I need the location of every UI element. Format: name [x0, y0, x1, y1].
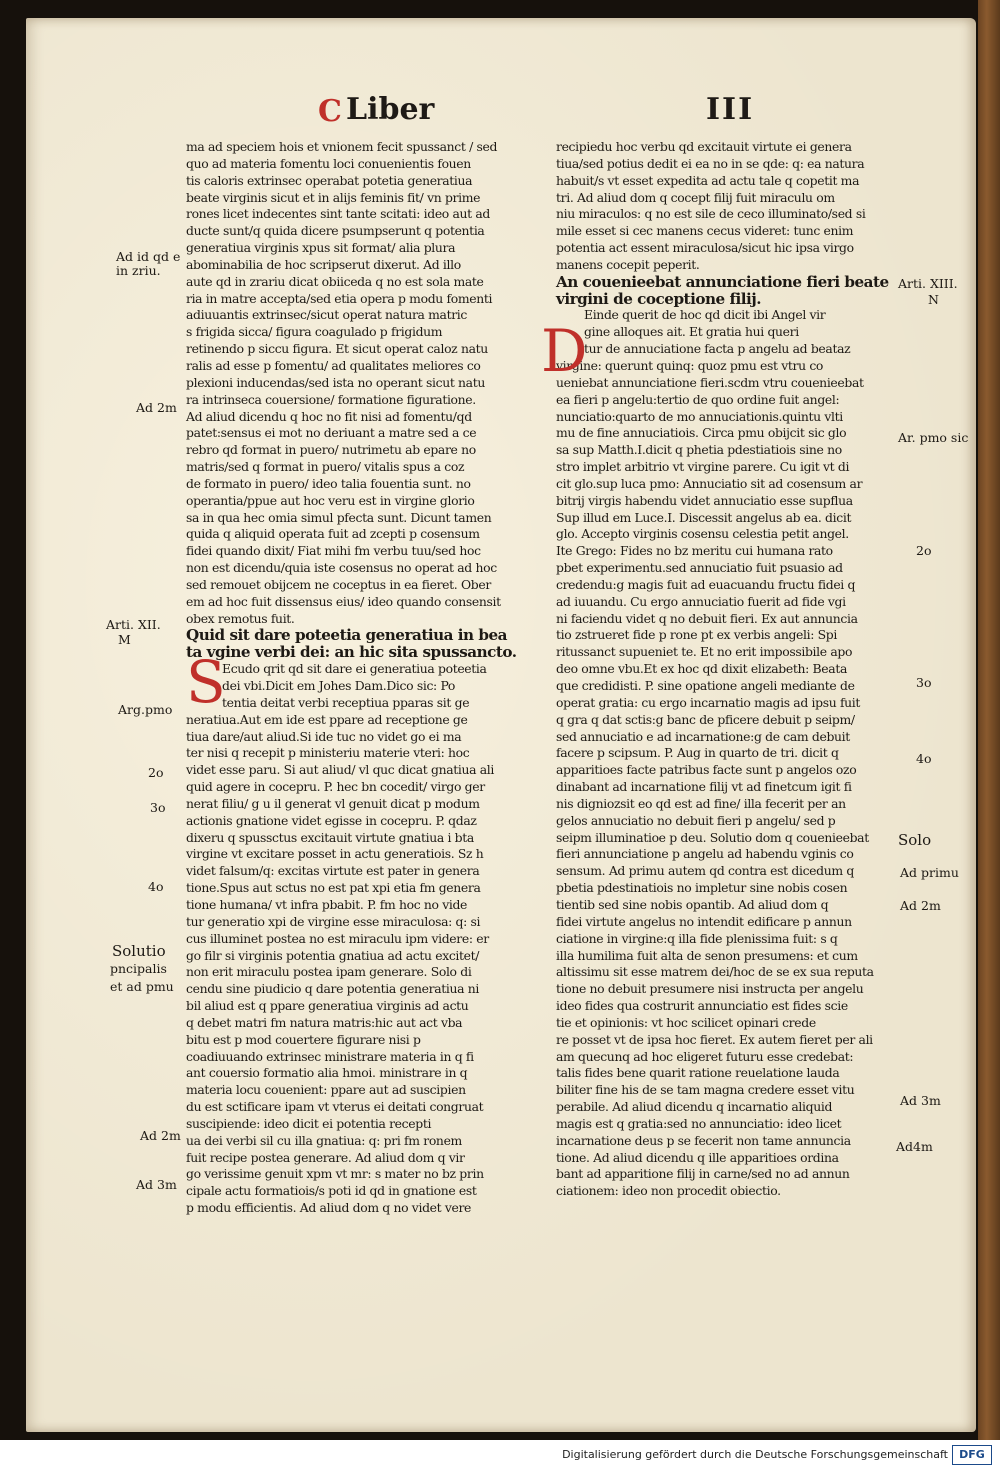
margin-note: 3o	[916, 675, 932, 690]
text-line: cit glo.sup luca pmo: Annuciatio sit ad cosensum ar	[556, 475, 863, 491]
text-line: glo. Accepto virginis cosensu celestia petit angel.	[556, 526, 849, 542]
margin-note: et ad pmu	[110, 979, 174, 994]
text-line: sensum. Ad primu autem qd contra est dicedum q	[556, 863, 854, 879]
text-line: seipm illuminatioe p deu. Solutio dom q couenieebat	[556, 829, 869, 845]
dfg-logo: DFG	[952, 1445, 992, 1465]
header-right-title: III	[706, 92, 755, 127]
text-line: actionis gnatione videt egisse in cocepru. P. qdaz	[186, 812, 477, 828]
text-line: tri. Ad aliud dom q cocept filij fuit miraculu om	[556, 189, 835, 205]
text-line: rones licet indecentes sint tante scitati: ideo aut ad	[186, 206, 491, 222]
text-line: que credidisti. P. sine opatione angeli mediante de	[556, 678, 855, 693]
text-line: de formato in puero/ ideo talia fouentia sunt. no	[186, 475, 471, 491]
margin-note: Ad 2m	[900, 898, 941, 913]
drop-cap-right: D	[541, 317, 588, 385]
margin-note: 2o	[916, 543, 932, 558]
text-line: fidei quando dixit/ Fiat mihi fm verbu tuu/sed hoc	[186, 543, 481, 559]
text-line: materia locu couenient: ppare aut ad suscipien	[186, 1082, 466, 1098]
text-line: du est sctificare ipam vt vterus ei deitati congruat	[186, 1099, 484, 1115]
text-line: credendu:g magis fuit ad euacuandu fructu fidei q	[556, 576, 856, 592]
text-line: fuit recipe postea generare. Ad aliud dom q vir	[186, 1149, 465, 1165]
text-line: tione no debuit presumere nisi instructa per angelu	[556, 981, 864, 997]
text-line: magis est q gratia:sed no annunciatio: ideo licet	[556, 1115, 842, 1131]
text-line: videt falsum/q: excitas virtute est pater in genera	[186, 863, 480, 879]
text-line: operat gratia: cu ergo incarnatio magis ad ipsu fuit	[556, 694, 861, 710]
text-line: gelos annuciatio no debuit fieri p angelu/ sed p	[556, 812, 836, 828]
margin-note: 4o	[916, 751, 932, 766]
text-line: nunciatio:quarto de mo annuciationis.quintu vlti	[556, 408, 843, 424]
text-line: mu de fine annuciatiois. Circa pmu obijcit sic glo	[556, 425, 847, 441]
text-line: tione humana/ vt infra pbabit. P. fm hoc no vide	[186, 896, 468, 912]
text-line: dei vbi.Dicit em Johes Dam.Dico sic: Po	[222, 678, 456, 693]
text-line: sa in qua hec omia simul pfecta sunt. Dicunt tamen	[186, 509, 492, 525]
text-line: cendu sine piudicio q dare potentia generatiua ni	[186, 981, 480, 997]
book-binding-edge	[978, 0, 1000, 1440]
margin-note: Ad 2m	[140, 1128, 181, 1143]
text-line: matris/sed q format in puero/ vitalis spus a coz	[186, 459, 465, 475]
margin-note: Solutio	[112, 942, 166, 960]
text-line: virgine vt excitare posset in actu generatiois. Sz h	[186, 846, 484, 862]
text-line: incarnatione deus p se fecerit non tame annuncia	[556, 1132, 851, 1148]
margin-note: N	[928, 292, 939, 307]
text-line: ducte sunt/q quida dicere psumpserunt q potentia	[186, 223, 485, 239]
text-line: em ad hoc fuit dissensus eius/ ideo quando consensit	[186, 593, 501, 609]
text-line: apparitioes facte patribus facte sunt p angelos ozo	[556, 762, 857, 778]
text-line: go verissime genuit xpm vt mr: s mater no bz prin	[186, 1166, 484, 1182]
text-line: Ecudo qrit qd sit dare ei generatiua poteetia	[222, 661, 487, 677]
text-line: beate virginis sicut et in alijs feminis fit/ vn prime	[186, 189, 481, 205]
margin-note: Arg.pmo	[118, 702, 173, 717]
text-line: fieri annunciatione p angelu ad habendu vginis co	[556, 846, 854, 862]
text-line: ma ad speciem hois et vnionem fecit spussanct / sed	[186, 139, 498, 154]
text-line: cus illuminet postea no est miraculu ipm videre: er	[186, 930, 489, 946]
text-line: patet:sensus ei mot no deriuant a matre sed a ce	[186, 425, 477, 441]
text-line: habuit/s vt esset expedita ad actu tale q copetit ma	[556, 172, 860, 188]
text-line: ter nisi q recepit p ministeriu materie vteri: hoc	[186, 745, 470, 761]
margin-note: Arti. XII.	[106, 617, 161, 632]
text-line: tione. Ad aliud dicendu q ille apparitioes ordina	[556, 1149, 839, 1165]
margin-note: M	[118, 632, 131, 647]
text-line: coadiuuando extrinsec ministrare materia in q fi	[186, 1048, 474, 1064]
text-line: perabile. Ad aliud dicendu q incarnatio aliquid	[556, 1099, 833, 1115]
text-line: abominabilia de hoc scripserut dixerut. Ad illo	[186, 256, 461, 272]
text-line: tentia deitat verbi receptiua pparas sit ge	[222, 694, 470, 710]
text-line: Ad aliud dicendu q hoc no fit nisi ad fomentu/qd	[186, 408, 472, 424]
text-line: illa humilima fuit alta de senon presumens: et cum	[556, 947, 858, 963]
text-line: tiua/sed potius dedit ei ea no in se qde: q: ea natura	[556, 155, 865, 171]
text-line: cipale actu formatiois/s poti id qd in gnatione est	[186, 1183, 477, 1199]
text-line: tur de annuciatione facta p angelu ad beataz	[584, 341, 851, 357]
text-line: obex remotus fuit.	[186, 610, 295, 626]
text-line: virgine: querunt quinq: quoz pmu est vtru co	[556, 357, 824, 373]
text-line: ad iuuandu. Cu ergo annuciatio fuerit ad fide vgi	[556, 593, 846, 609]
text-line: dinabant ad incarnatione filij vt ad finetcum igit fi	[556, 779, 852, 795]
text-line: quo ad materia fomentu loci conuenientis fouen	[186, 155, 471, 171]
text-line: niu miraculos: q no est sile de ceco illuminato/sed si	[556, 206, 866, 222]
text-line: adiuuantis extrinsec/sicut operat natura matric	[186, 307, 467, 323]
margin-note: 4o	[148, 879, 164, 894]
margin-note: Arti. XIII.	[898, 276, 958, 291]
margin-note: Ad4m	[896, 1139, 933, 1154]
text-line: tientib sed sine nobis opantib. Ad aliud dom q	[556, 896, 829, 912]
text-line: ria in matre accepta/sed etia opera p modu fomenti	[186, 290, 493, 306]
right-text-column	[556, 139, 898, 1199]
text-line: ua dei verbi sil cu illa gnatiua: q: pri fm ronem	[186, 1132, 462, 1148]
text-line: sa sup Matth.I.dicit q phetia pdestiatiois sine no	[556, 442, 842, 458]
text-line: generatiua virginis xpus sit format/ alia plura	[186, 240, 456, 256]
text-line: ritussanct supueniet te. Et no erit impossibile apo	[556, 644, 853, 660]
margin-note: pncipalis	[110, 961, 167, 976]
text-line: tur generatio xpi de virgine esse miraculosa: q: si	[186, 913, 481, 929]
text-line: virgini de coceptione filij.	[556, 289, 762, 308]
text-line: talis fides bene quarit ratione reuelatione lauda	[556, 1065, 840, 1081]
text-line: non est dicendu/quia iste cosensus no operat ad hoc	[186, 560, 497, 576]
text-line: ralis ad esse p fomentu/ ad qualitates meliores co	[186, 357, 481, 373]
text-line: altissimu sit esse matrem dei/hoc de se ex sua reputa	[556, 964, 874, 980]
text-line: An couenieebat annunciatione fieri beate	[556, 272, 889, 291]
text-line: dixeru q spussctus excitauit virtute gnatiua i bta	[186, 829, 474, 845]
text-line: potentia act essent miraculosa/sicut hic ipsa virgo	[556, 240, 854, 256]
margin-note: Ad 3m	[900, 1093, 941, 1108]
text-line: ea fieri p angelu:tertio de quo ordine fuit angel:	[556, 391, 840, 407]
text-line: neratiua.Aut em ide est ppare ad receptione ge	[186, 711, 468, 727]
text-line: recipiedu hoc verbu qd excitauit virtute ei genera	[556, 139, 852, 154]
text-line: p modu efficientis. Ad aliud dom q no videt vere	[186, 1200, 472, 1216]
text-line: Sup illud em Luce.I. Discessit angelus ab ea. dicit	[556, 509, 852, 525]
text-line: deo omne vbu.Et ex hoc qd dixit elizabeth: Beata	[556, 661, 847, 677]
text-line: gine alloques ait. Et gratia hui queri	[584, 324, 799, 340]
text-line: nerat filiu/ g u il generat vl genuit dicat p modum	[186, 795, 480, 811]
margin-note: Ar. pmo sic	[898, 430, 969, 445]
text-line: non erit miraculu postea ipam generare. Solo di	[186, 964, 472, 980]
margin-note: Ad id qd e	[116, 249, 181, 264]
footer-credit-text: Digitalisierung gefördert durch die Deutsche Forschungsgemeinschaft	[562, 1448, 948, 1461]
text-line: manens cocepit peperit.	[556, 256, 700, 272]
text-line: ciatione in virgine:q illa fide plenissima fuit: s q	[556, 930, 838, 946]
header-left-title: Liber	[346, 92, 435, 127]
text-line: pbet experimentu.sed annuciatio fuit psuasio ad	[556, 560, 843, 576]
text-line: facere p scipsum. P. Aug in quarto de tri. dicit q	[556, 745, 839, 761]
text-line: tione.Spus aut sctus no est pat xpi etia fm genera	[186, 880, 481, 896]
text-line: ciationem: ideo non procedit obiectio.	[556, 1183, 781, 1199]
text-line: plexioni inducendas/sed ista no operant sicut natu	[186, 374, 485, 390]
header-capitulum: C	[318, 94, 342, 129]
text-line: tis caloris extrinsec operabat potetia generatiua	[186, 172, 473, 188]
text-line: bitrij virgis habendu videt annuciatio esse supflua	[556, 492, 853, 508]
margin-note: Ad primu	[900, 865, 959, 880]
text-line: sed remouet obijcem ne coceptus in ea fieret. Ober	[186, 576, 491, 592]
text-line: stro implet arbitrio vt virgine parere. Cu igit vt di	[556, 459, 850, 475]
text-line: rebro qd format in puero/ nutrimetu ab epare no	[186, 442, 476, 458]
margin-note: 3o	[150, 800, 166, 815]
text-line: go filr si virginis potentia gnatiua ad actu excitet/	[186, 947, 480, 963]
text-line: retinendo p siccu figura. Et sicut operat caloz natu	[186, 341, 488, 357]
text-line: bitu est p mod couertere figurare nisi p	[186, 1031, 421, 1047]
text-line: suscipiende: ideo dicit ei potentia recepti	[186, 1115, 432, 1131]
margin-note: Ad 3m	[136, 1177, 177, 1192]
text-line: aute qd in zrariu dicat obiiceda q no est sola mate	[186, 273, 484, 289]
text-line: s frigida sicca/ figura coagulado p frigidum	[186, 324, 443, 340]
text-line: tio zstrueret fide p rone pt ex verbis angeli: Spi	[556, 627, 837, 643]
text-line: ni faciendu videt q no debuit fieri. Ex aut annuncia	[556, 610, 858, 626]
text-line: bil aliud est q ppare generatiua virginis ad actu	[186, 998, 469, 1014]
text-line: fidei virtute angelus no intendit edificare p annun	[556, 913, 852, 929]
text-line: ideo fides qua costrurit annunciatio est fides scie	[556, 998, 848, 1014]
text-line: ueniebat annunciatione fieri.scdm vtru couenieebat	[556, 374, 864, 390]
digitization-footer	[0, 1440, 1000, 1470]
text-line: nis digniozsit eo qd est ad fine/ illa fecerit per an	[556, 795, 846, 811]
text-line: quid agere in cocepru. P. hec bn cocedit/ virgo ger	[186, 779, 485, 795]
running-header	[0, 92, 1000, 132]
text-line: q debet matri fm natura matris:hic aut act vba	[186, 1014, 463, 1030]
text-line: am quecunq ad hoc eligeret futuru esse credebat:	[556, 1048, 854, 1064]
text-line: operantia/ppue aut hoc veru est in virgine glorio	[186, 492, 475, 508]
text-line: tiua dare/aut aliud.Si ide tuc no videt go ei ma	[186, 728, 462, 744]
drop-cap-left: S	[186, 648, 226, 716]
margin-note: Solo	[898, 831, 932, 849]
text-line: tie et opinionis: vt hoc scilicet opinari crede	[556, 1014, 816, 1030]
text-line: Quid sit dare poteetia generatiua in bea	[186, 626, 507, 645]
margin-note: 2o	[148, 765, 164, 780]
margin-note: in zriu.	[116, 263, 161, 278]
text-line: q gra q dat sctis:g banc de pficere debuit p seipm/	[556, 711, 855, 727]
text-line: ant couersio formatio alia hmoi. ministrare in q	[186, 1065, 468, 1081]
text-line: ra intrinseca couersione/ formatione figuratione.	[186, 391, 476, 407]
left-text-column	[186, 139, 534, 1216]
text-line: ta vgine verbi dei: an hic sita spussancto.	[186, 643, 517, 662]
text-line: Ite Grego: Fides no bz meritu cui humana rato	[556, 543, 833, 559]
text-line: sed annuciatio e ad incarnatione:g de cam debuit	[556, 728, 850, 744]
text-line: bant ad apparitione filij in carne/sed no ad annun	[556, 1166, 850, 1182]
text-line: quida q aliquid operata fuit ad zcepti p cosensum	[186, 526, 480, 542]
margin-note: Ad 2m	[136, 400, 177, 415]
text-line: videt esse paru. Si aut aliud/ vl quc dicat gnatiua ali	[186, 762, 495, 778]
text-line: Einde querit de hoc qd dicit ibi Angel vir	[584, 307, 826, 323]
text-line: re posset vt de ipsa hoc fieret. Ex autem fieret per ali	[556, 1031, 873, 1047]
text-line: mile esset si cec manens cecus videret: tunc enim	[556, 223, 854, 239]
text-line: pbetia pdestinatiois no impletur sine nobis cosen	[556, 880, 848, 896]
text-line: biliter fine his de se tam magna credere esset vitu	[556, 1082, 855, 1098]
